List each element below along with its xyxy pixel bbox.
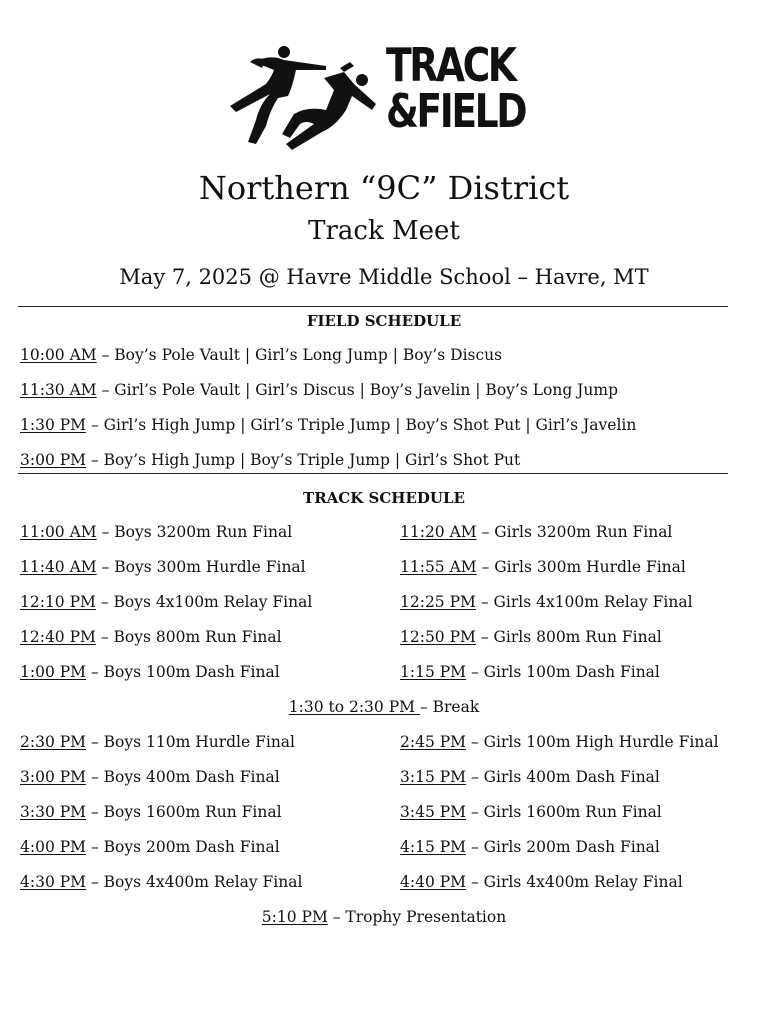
track-event: – Girls 4x100m Relay Final bbox=[475, 593, 693, 611]
track-event: – Boys 400m Dash Final bbox=[86, 768, 280, 786]
track-event: – Boys 110m Hurdle Final bbox=[86, 733, 296, 751]
field-events: – Girl’s High Jump | Girl’s Triple Jump | Boy’s Shot Put | Girl’s Javelin bbox=[86, 416, 637, 434]
track-event: – Girls 100m High Hurdle Final bbox=[466, 733, 719, 751]
field-row bbox=[20, 449, 520, 471]
track-time: 4:00 PM bbox=[20, 838, 87, 856]
trophy-presentation-row bbox=[0, 906, 768, 928]
track-event: – Boys 3200m Run Final bbox=[96, 523, 293, 541]
logo-line-field: &FIELD bbox=[386, 84, 526, 138]
track-event-girls bbox=[400, 661, 660, 683]
track-event: – Girls 800m Run Final bbox=[475, 628, 662, 646]
track-event: – Girls 4x400m Relay Final bbox=[466, 873, 683, 891]
track-time: 1:15 PM bbox=[400, 663, 467, 681]
track-time: 12:40 PM bbox=[20, 628, 96, 646]
track-event-girls bbox=[400, 801, 662, 823]
track-event-girls bbox=[400, 766, 660, 788]
divider bbox=[18, 473, 728, 474]
track-event-girls bbox=[400, 556, 686, 578]
track-and-field-logo bbox=[226, 40, 526, 158]
track-event: – Boys 200m Dash Final bbox=[86, 838, 280, 856]
track-event: – Boys 1600m Run Final bbox=[86, 803, 282, 821]
track-event: – Girls 200m Dash Final bbox=[466, 838, 660, 856]
track-event-girls bbox=[400, 731, 719, 753]
track-event-boys bbox=[20, 626, 282, 648]
page-title: Northern “9C” District bbox=[198, 169, 570, 207]
track-time: 11:00 AM bbox=[20, 523, 97, 541]
runner-hurdler-icon bbox=[226, 40, 386, 158]
track-event-girls bbox=[400, 871, 683, 893]
field-row bbox=[20, 344, 502, 366]
page-subtitle: Track Meet bbox=[308, 216, 460, 246]
track-event-boys bbox=[20, 871, 302, 893]
logo-line-track: TRACK bbox=[386, 38, 515, 92]
logo-wordmark bbox=[386, 38, 526, 138]
track-event-girls bbox=[400, 521, 672, 543]
trophy-time: 5:10 PM bbox=[261, 908, 328, 926]
track-time: 12:50 PM bbox=[400, 628, 476, 646]
track-event-boys bbox=[20, 836, 280, 858]
field-time: 3:00 PM bbox=[20, 451, 87, 469]
track-time: 3:15 PM bbox=[400, 768, 467, 786]
break-time: 1:30 to 2:30 PM bbox=[288, 698, 420, 716]
track-event-boys bbox=[20, 591, 312, 613]
field-events: – Boy’s Pole Vault | Girl’s Long Jump | Boy’s Discus bbox=[96, 346, 503, 364]
track-time: 4:15 PM bbox=[400, 838, 467, 856]
track-event: – Boys 4x400m Relay Final bbox=[86, 873, 303, 891]
field-events: – Girl’s Pole Vault | Girl’s Discus | Boy’s Javelin | Boy’s Long Jump bbox=[96, 381, 618, 399]
track-time: 3:30 PM bbox=[20, 803, 87, 821]
track-event-boys bbox=[20, 521, 292, 543]
track-event-boys bbox=[20, 661, 280, 683]
track-event: – Girls 100m Dash Final bbox=[466, 663, 660, 681]
track-event: – Boys 100m Dash Final bbox=[86, 663, 280, 681]
track-time: 4:30 PM bbox=[20, 873, 87, 891]
track-time: 3:00 PM bbox=[20, 768, 87, 786]
track-time: 4:40 PM bbox=[400, 873, 467, 891]
track-event: – Boys 300m Hurdle Final bbox=[96, 558, 306, 576]
track-event-boys bbox=[20, 766, 280, 788]
track-event: – Girls 1600m Run Final bbox=[466, 803, 662, 821]
track-event: – Boys 4x100m Relay Final bbox=[95, 593, 313, 611]
track-event: – Girls 300m Hurdle Final bbox=[476, 558, 686, 576]
divider bbox=[18, 306, 728, 307]
field-row bbox=[20, 379, 618, 401]
track-time: 2:45 PM bbox=[400, 733, 467, 751]
track-time: 11:20 AM bbox=[400, 523, 477, 541]
field-time: 10:00 AM bbox=[20, 346, 97, 364]
field-time: 1:30 PM bbox=[20, 416, 87, 434]
track-event-boys bbox=[20, 801, 282, 823]
track-time: 3:45 PM bbox=[400, 803, 467, 821]
trophy-label: – Trophy Presentation bbox=[327, 908, 507, 926]
break-label: – Break bbox=[419, 698, 480, 716]
field-events: – Boy’s High Jump | Boy’s Triple Jump | Girl’s Shot Put bbox=[86, 451, 521, 469]
track-time: 12:10 PM bbox=[20, 593, 96, 611]
track-time: 2:30 PM bbox=[20, 733, 87, 751]
track-time: 12:25 PM bbox=[400, 593, 476, 611]
track-event-boys bbox=[20, 556, 306, 578]
track-event-boys bbox=[20, 731, 295, 753]
track-event-girls bbox=[400, 591, 693, 613]
track-time: 1:00 PM bbox=[20, 663, 87, 681]
field-schedule-heading: FIELD SCHEDULE bbox=[306, 312, 462, 330]
track-event-girls bbox=[400, 836, 660, 858]
track-event: – Girls 3200m Run Final bbox=[476, 523, 673, 541]
track-event-girls bbox=[400, 626, 662, 648]
break-row bbox=[0, 696, 768, 718]
date-location: May 7, 2025 @ Havre Middle School – Havre, MT bbox=[119, 265, 649, 289]
track-schedule-heading: TRACK SCHEDULE bbox=[303, 489, 465, 507]
track-event: – Girls 400m Dash Final bbox=[466, 768, 660, 786]
track-event: – Boys 800m Run Final bbox=[95, 628, 282, 646]
field-row bbox=[20, 414, 636, 436]
track-time: 11:55 AM bbox=[400, 558, 477, 576]
track-time: 11:40 AM bbox=[20, 558, 97, 576]
field-time: 11:30 AM bbox=[20, 381, 97, 399]
